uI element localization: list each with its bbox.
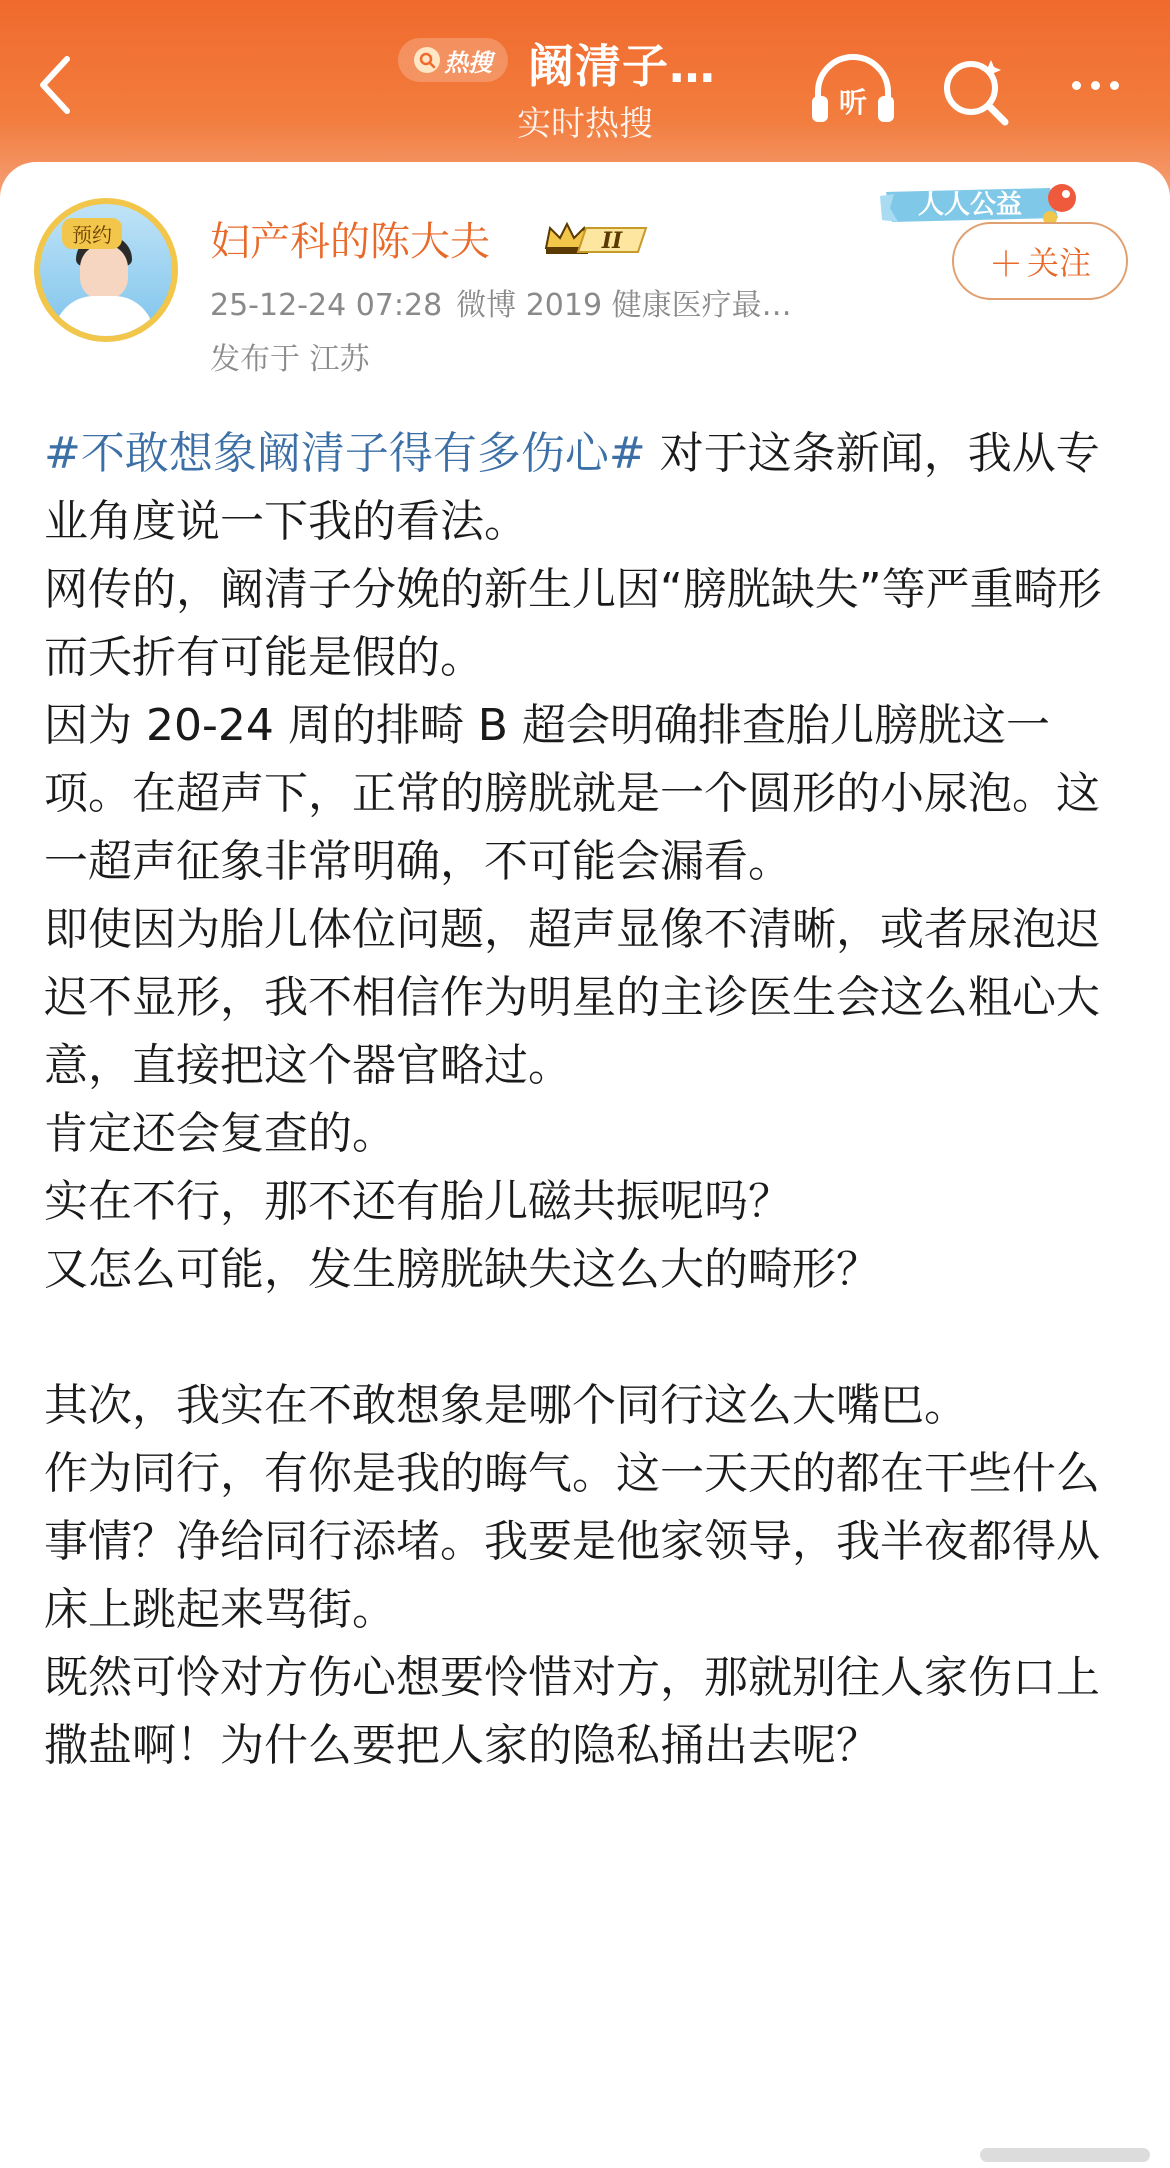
post-paragraph: 实在不行，那不还有胎儿磁共振呢吗？ [44,1176,792,1227]
post-paragraph: 因为 20-24 周的排畸 B 超会明确排查胎儿膀胱这一项。在超声下，正常的膀胱就是一个圆形的小尿泡。这一超声征象非常明确，不可能会漏看。 [44,700,1100,887]
charity-label: 人人公益 [918,190,1023,220]
follow-button[interactable] [952,222,1128,300]
avatar-image [40,204,172,336]
post-paragraph: 即使因为胎儿体位问题，超声显像不清晰，或者尿泡迟迟不显形，我不相信作为明星的主诊医生会这么粗心大意，直接把这个器官略过。 [44,904,1100,1091]
hot-topic-title[interactable]: 阚清子… [528,39,716,93]
post-meta [210,280,792,324]
plus-icon: ＋ [988,244,1023,285]
more-dot [1072,81,1081,90]
follow-label: 关注 [1026,244,1091,282]
hashtag-link[interactable]: #不敢想象阚清子得有多伤心# [44,428,646,479]
post-paragraph: 作为同行，有你是我的晦气。这一天天的都在干些什么事情？净给同行添堵。我要是他家领导，我半夜都得从床上跳起来骂街。 [44,1448,1100,1635]
avatar-reservation-tag: 预约 [62,218,122,249]
avatar-face [80,244,128,300]
post-body [44,420,1134,1780]
scroll-indicator[interactable] [980,2148,1150,2162]
post-blank-line [44,1304,1134,1372]
avatar-coat [54,296,154,336]
author-name[interactable]: 妇产科的陈大夫 [210,219,490,265]
listen-button[interactable] [808,50,898,130]
post-paragraph: 既然可怜对方伤心想要怜惜对方，那就别往人家伤口上撒盐啊！为什么要把人家的隐私捅出去呢？ [44,1652,1100,1771]
more-dot [1091,81,1100,90]
post-source: 微博 2019 健康医疗最… [456,288,792,323]
post-first-paragraph [44,420,1134,556]
crown-level-badge[interactable] [542,218,652,258]
post-card [0,162,1170,2168]
search-sparkle-icon [935,52,1015,132]
level-label: II [601,228,623,254]
hot-search-label: 热搜 [444,48,492,77]
hot-topic-subtitle: 实时热搜 [517,104,653,144]
search-icon [414,47,440,73]
post-paragraph: 肯定还会复查的。 [44,1108,396,1159]
post-location: 发布于 江苏 [210,342,370,377]
more-dot [1110,81,1119,90]
post-paragraph: 其次，我实在不敢想象是哪个同行这么大嘴巴。 [44,1380,968,1431]
post-datetime: 25-12-24 07:28 [210,288,443,323]
charity-badge[interactable] [880,178,1080,228]
avatar[interactable] [34,198,178,342]
post-paragraph: 网传的，阚清子分娩的新生儿因“膀胱缺失”等严重畸形而夭折有可能是假的。 [44,564,1102,683]
more-options-button[interactable] [1050,60,1140,110]
hot-search-pill[interactable] [398,38,508,82]
headphones-icon [808,50,898,130]
post-lead-text: 对于这条新闻，我从专业角度说一下我的看法。 [44,428,1100,547]
post-paragraph: 又怎么可能，发生膀胱缺失这么大的畸形？ [44,1244,880,1295]
header-search-button[interactable] [935,52,1015,132]
listen-label: 听 [838,86,868,119]
